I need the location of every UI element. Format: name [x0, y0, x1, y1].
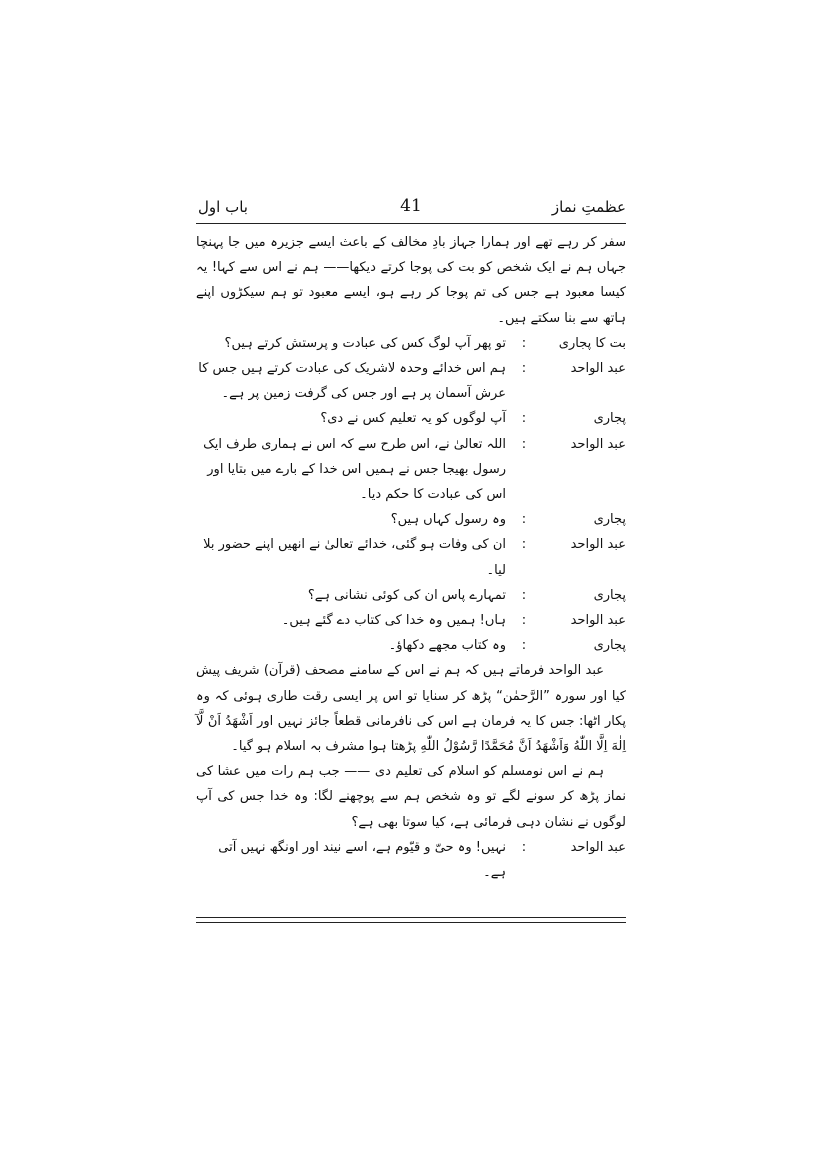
speaker-name: عبد الواحد [570, 436, 626, 452]
speech-text: تو پھر آپ لوگ کس کی عبادت و پرستش کرتے ہیں؟ [224, 335, 506, 351]
dialogue-line [196, 356, 626, 406]
speech-text: نہیں! وہ حیّ و قیّوم ہے، اسے نیند اور اونگھ نہیں آتی ہے۔ [218, 839, 506, 881]
speaker-colon: : [521, 411, 527, 427]
speaker-colon: : [521, 335, 527, 351]
speaker-name: پجاری [593, 638, 626, 654]
speaker-colon: : [521, 436, 527, 452]
footer-rule [196, 917, 626, 918]
dialogue-line [196, 331, 626, 356]
speech-text: ان کی وفات ہو گئی، خدائے تعالیٰ نے انھیں اپنے حضور بلا لیا۔ [203, 537, 506, 578]
speaker-colon: : [521, 537, 527, 553]
header-rule [196, 223, 626, 224]
speaker-colon: : [521, 361, 527, 377]
dialogue-line [196, 633, 626, 658]
speech-text: آپ لوگوں کو یہ تعلیم کس نے دی؟ [320, 411, 506, 427]
page-header [196, 196, 626, 224]
footer-rule [196, 922, 626, 923]
book-page [196, 196, 626, 931]
page-number: 41 [400, 196, 422, 216]
dialogue-line [196, 432, 626, 508]
speech-text: اللہ تعالیٰ نے، اس طرح سے کہ اس نے ہماری طرف ایک رسول بھیجا جس نے ہمیں اس خدا کے بارے میں بتایا اور اس کی عبادت کا حکم دیا۔ [203, 436, 506, 503]
speaker-colon: : [521, 839, 527, 855]
dialogue-line [196, 835, 626, 885]
speech-text: وہ کتاب مجھے دکھاؤ۔ [388, 638, 506, 654]
chapter-title: باب اول [198, 198, 248, 216]
speech-text: ہم اس خدائے وحدہ لاشریک کی عبادت کرتے ہیں جس کا عرش آسمان پر ہے اور جس کی گرفت زمین پر ہے۔ [198, 361, 506, 402]
speaker-name: عبد الواحد [570, 361, 626, 377]
dialogue-line [196, 507, 626, 532]
book-title: عظمتِ نماز [551, 198, 626, 216]
speaker-colon: : [521, 613, 527, 629]
page-body [196, 230, 626, 885]
speaker-name: عبد الواحد [570, 839, 626, 855]
dialogue-line [196, 583, 626, 608]
dialogue-line [196, 406, 626, 431]
narration-paragraph: عبد الواحد فرماتے ہیں کہ ہم نے اس کے سامنے مصحف (قرآن) شریف پیش کیا اور سورہ ”الرَّحمٰن“ پڑھ کر سنایا تو اس پر ایسی رقت طاری ہوئی کہ وہ پکار اٹھا: جس کا یہ فرمان ہے اس کی نافرمانی قطعاً جائز نہیں اور اَشْهَدُ اَنْ لَّآ اِلٰهَ اِلَّا اللّٰهُ وَاَشْهَدُ اَنَّ مُحَمَّدًا رَّسُوْلُ اللّٰهِ پڑھتا ہوا مشرف بہ اسلام ہو گیا۔ [196, 663, 626, 755]
speaker-name: عبد الواحد [570, 613, 626, 629]
speaker-name: پجاری [593, 411, 626, 427]
speech-text: وہ رسول کہاں ہیں؟ [390, 512, 506, 528]
dialogue-line [196, 532, 626, 582]
speaker-name: بت کا پجاری [558, 335, 626, 351]
speech-text: ہاں! ہمیں وہ خدا کی کتاب دے گئے ہیں۔ [281, 613, 506, 629]
dialogue-line [196, 608, 626, 633]
speech-text: تمہارے پاس ان کی کوئی نشانی ہے؟ [307, 587, 506, 603]
speaker-colon: : [521, 638, 527, 654]
narration-paragraph: ہم نے اس نومسلم کو اسلام کی تعلیم دی —— جب ہم رات میں عشا کی نماز پڑھ کر سونے لگے تو وہ شخص ہم سے پوچھنے لگا: وہ خدا جس کی آپ لوگوں نے نشان دہی فرمائی ہے، کیا سوتا بھی ہے؟ [196, 764, 626, 830]
speaker-name: پجاری [593, 512, 626, 528]
speaker-name: عبد الواحد [570, 537, 626, 553]
speaker-colon: : [521, 512, 527, 528]
intro-paragraph: سفر کر رہے تھے اور ہمارا جہاز بادِ مخالف کے باعث ایسے جزیرہ میں جا پہنچا جہاں ہم نے ایک شخص کو بت کی پوجا کرتے دیکھا—— ہم نے اس سے کہا! یہ کیسا معبود ہے جس کی تم پوجا کر رہے ہو، ایسے معبود تو ہم سیکڑوں اپنے ہاتھ سے بنا سکتے ہیں۔ [196, 235, 626, 326]
speaker-name: پجاری [593, 587, 626, 603]
speaker-colon: : [521, 587, 527, 603]
